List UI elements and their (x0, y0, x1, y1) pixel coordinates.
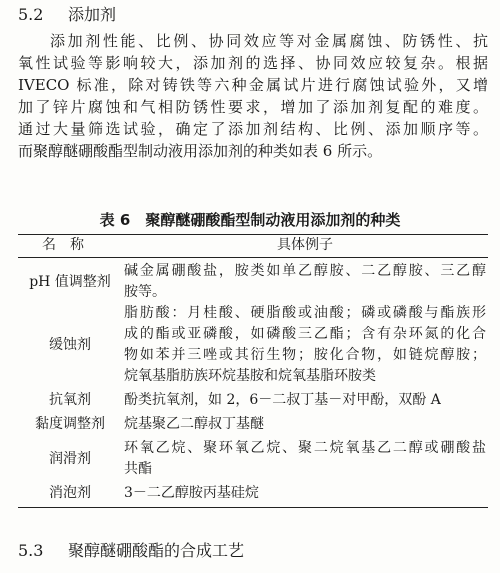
section-number: 5.2 (18, 5, 44, 24)
row-examples: 碱金属硼酸盐，胺类如单乙醇胺、二乙醇胺、三乙醇 胺等。 (124, 263, 486, 300)
section-heading-5-3 (18, 541, 244, 561)
row-name: 润滑剂 (49, 450, 91, 467)
row-examples: 酚类抗氧剂，如 2，6－二叔丁基－对甲酚，双酚 A (124, 392, 441, 408)
header-name: 名称 (42, 237, 98, 253)
table-caption: 表 6 聚醇醚硼酸酯型制动液用添加剂的种类 (99, 211, 401, 229)
row-name: 抗氧剂 (49, 392, 91, 408)
table-header-row (18, 235, 488, 258)
section-title: 聚醇醚硼酸酯的合成工艺 (68, 541, 245, 560)
section-heading-5-2 (18, 5, 116, 25)
paragraph-line: 而聚醇醚硼酸酯型制动液用添加剂的种类如表 6 所示。 (18, 142, 383, 160)
section-title: 添加剂 (68, 5, 117, 24)
table-row (18, 303, 488, 387)
table-row (18, 390, 488, 411)
row-examples: 3－二乙醇胺丙基硅烷 (124, 485, 259, 501)
table-row (18, 438, 488, 480)
row-examples: 脂肪酸：月桂酸、硬脂酸或油酸；磷或磷酸与酯族形 成的酯或亚磷酸，如磷酸三乙酯；含有杂环氮的化合 物如苯并三唑或其衍生物；胺化合物，如链烷醇胺； 烷氧基脂肪族环烷基胺和烷氧基脂环胺类 (124, 305, 486, 384)
header-examples: 具体例子 (277, 237, 333, 253)
additives-table (18, 234, 488, 508)
row-examples: 烷基聚乙二醇叔丁基醚 (124, 416, 264, 432)
table-row (18, 414, 488, 435)
paragraph-line: 通过大量筛选试验，确定了添加剂结构、比例、添加顺序等。 (18, 120, 488, 138)
paragraph-line: 添加剂性能、比例、协同效应等对金属腐蚀、防锈性、抗 (50, 32, 488, 50)
table-row (18, 261, 488, 303)
row-name: 消泡剂 (49, 485, 91, 501)
row-name: pH 值调整剂 (29, 273, 111, 290)
paragraph-line: IVECO 标准，除对铸铁等六种金属试片进行腐蚀试验外，又增 (18, 76, 488, 94)
row-examples: 环氧乙烷、聚环氧乙烷、聚二烷氧基乙二醇或硼酸盐 共酯 (124, 440, 486, 477)
row-name: 缓蚀剂 (49, 336, 91, 353)
section-number: 5.3 (18, 541, 44, 560)
paragraph-line: 加了锌片腐蚀和气相防锈性要求，增加了添加剂复配的难度。 (18, 98, 488, 116)
row-name: 黏度调整剂 (35, 416, 105, 432)
body-paragraph (18, 30, 488, 162)
table-row (18, 483, 488, 504)
paragraph-line: 氧性试验等影响较大，添加剂的选择、协同效应较复杂。根据 (18, 54, 488, 72)
